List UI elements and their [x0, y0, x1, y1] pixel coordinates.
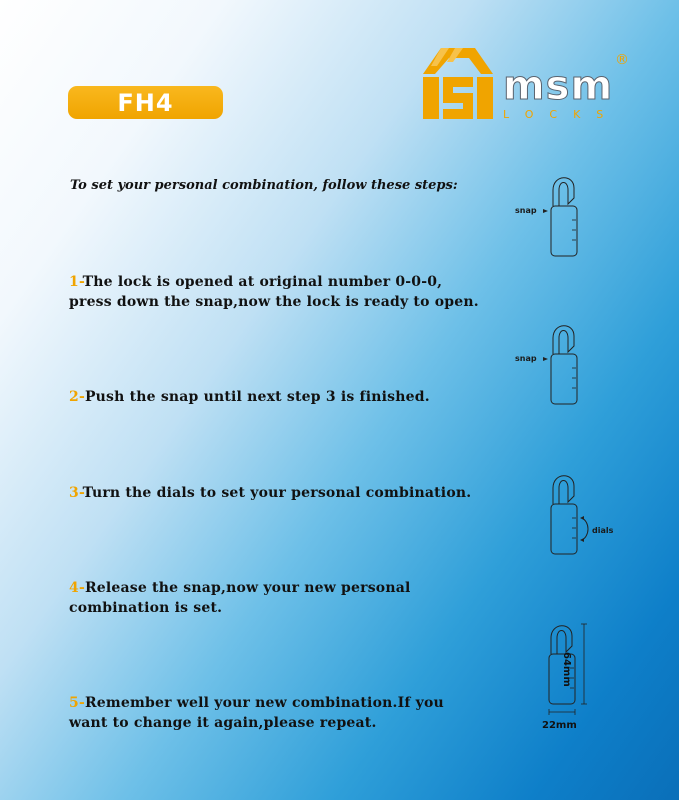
- step-1: [69, 272, 509, 312]
- snap-label-2: snap: [515, 354, 537, 363]
- step-5-line-1: Remember well your new combination.If you: [84, 695, 444, 711]
- intro-text: To set your personal combination, follow these steps:: [70, 178, 458, 193]
- lock-diagram-3: [540, 470, 600, 560]
- step-4-line-1: Release the snap,now your new personal: [84, 580, 411, 596]
- model-label: FH4: [117, 88, 174, 117]
- step-5: [69, 693, 509, 733]
- step-3-line-1: Turn the dials to set your personal combination.: [82, 485, 472, 501]
- lock-diagram-1: [540, 172, 590, 262]
- registered-mark: ®: [615, 52, 629, 68]
- step-5-number: 5-: [69, 695, 85, 711]
- brand-wordmark: [503, 63, 620, 121]
- step-4: [69, 578, 509, 618]
- step-4-line-2: combination is set.: [69, 600, 223, 616]
- step-2-number: 2-: [69, 389, 85, 405]
- house-logo-icon: [419, 44, 499, 122]
- brand-sub: LOCKS: [503, 108, 620, 121]
- step-3-number: 3-: [69, 485, 83, 501]
- step-5-line-2: want to change it again,please repeat.: [69, 715, 377, 731]
- width-dimension-label: 22mm: [542, 720, 577, 731]
- height-dimension-label: 64mm: [561, 652, 572, 687]
- step-1-line-1: The lock is opened at original number 0-0-0,: [82, 274, 443, 290]
- brand-name: msm: [503, 63, 614, 109]
- step-1-line-2: press down the snap,now the lock is ready to open.: [69, 294, 479, 310]
- step-4-number: 4-: [69, 580, 85, 596]
- snap-label-1: snap: [515, 206, 537, 215]
- lock-diagram-2: [540, 320, 590, 410]
- model-badge: [68, 86, 223, 119]
- step-1-number: 1-: [69, 274, 83, 290]
- msm-logo: [419, 44, 634, 122]
- dials-label: dials: [592, 526, 614, 535]
- step-2: [69, 387, 509, 407]
- step-2-line-1: Push the snap until next step 3 is finished.: [84, 389, 430, 405]
- step-3: [69, 483, 509, 503]
